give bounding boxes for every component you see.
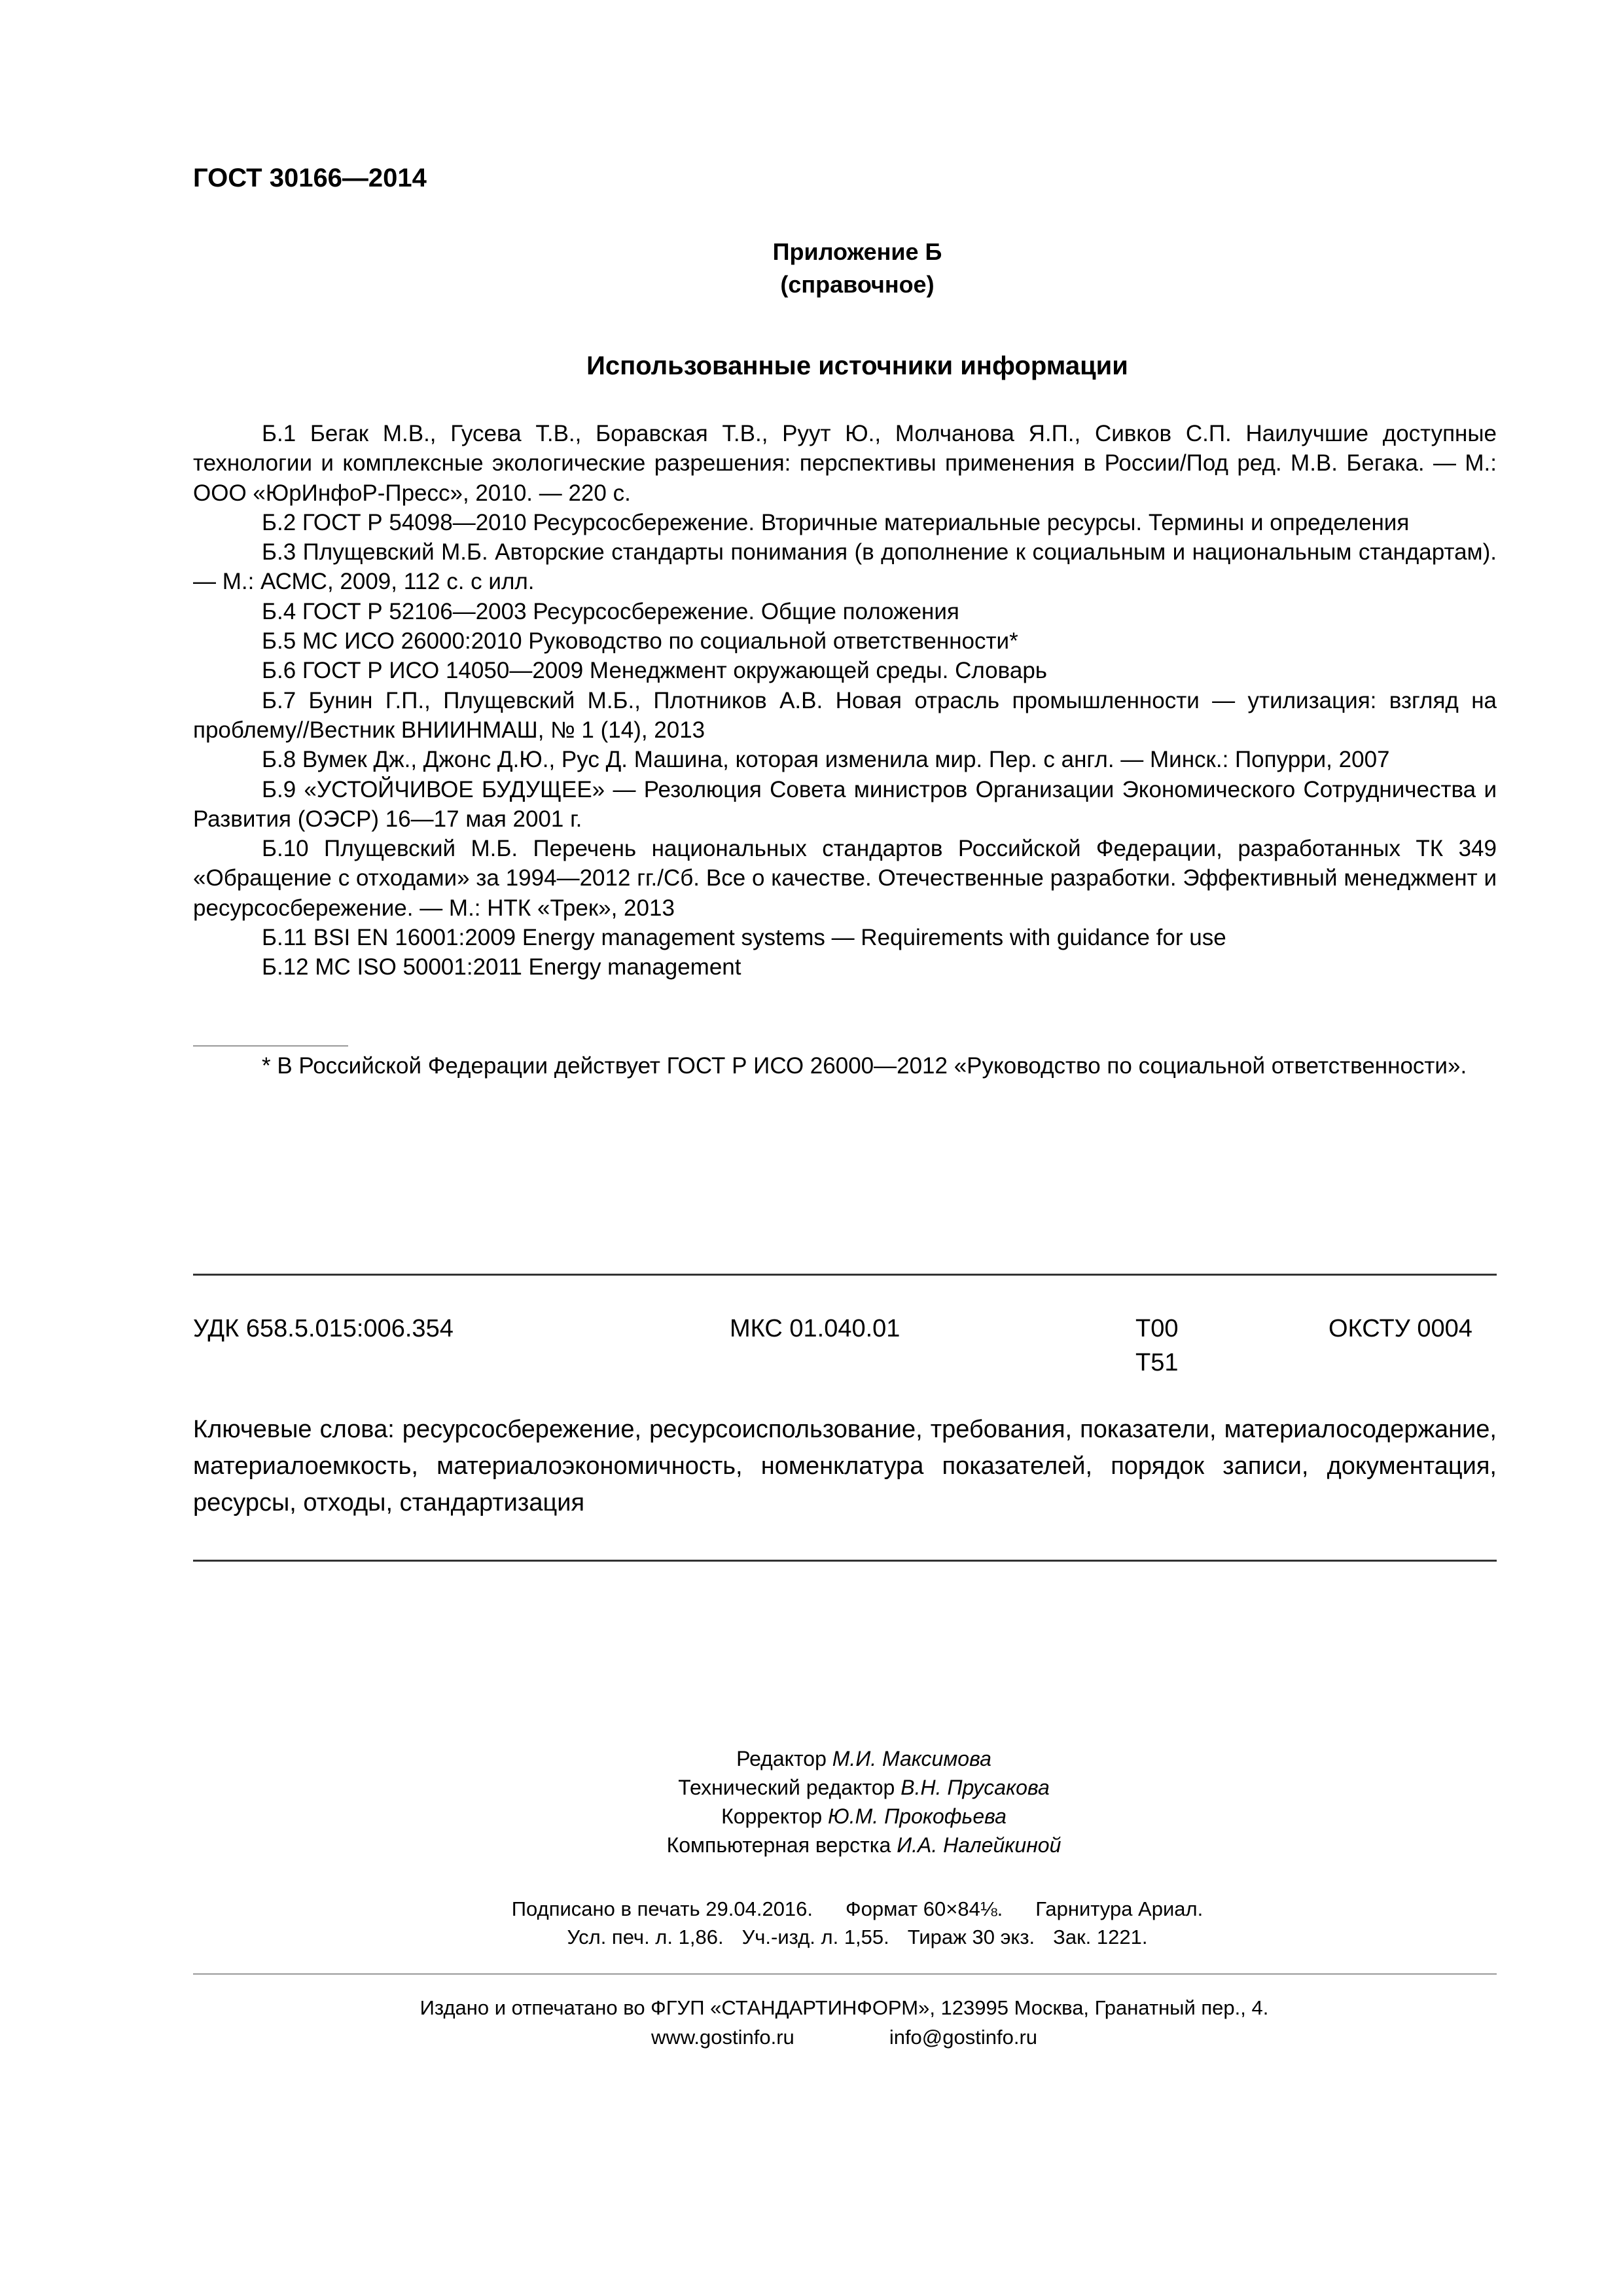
reference-item: Б.5 МС ИСО 26000:2010 Руководство по социальной ответственности* [262, 628, 1018, 655]
publisher-info [0, 1993, 1623, 2052]
reference-list [193, 419, 1497, 982]
publisher-contacts [33, 2022, 1623, 2052]
credit-line [52, 1831, 1623, 1859]
credit-name: В.Н. Прусакова [901, 1776, 1050, 1799]
credit-role: Технический редактор [678, 1776, 895, 1799]
print-info [0, 1895, 1623, 1951]
credit-name: И.А. Налейкиной [897, 1833, 1061, 1857]
credit-role: Корректор [721, 1804, 823, 1828]
reference-item: Б.4 ГОСТ Р 52106—2003 Ресурсосбережение. Общие положения [262, 598, 959, 624]
order-number: Зак. 1221. [1053, 1926, 1148, 1948]
reference-item: Б.11 BSI EN 16001:2009 Energy management systems — Requirements with guidance for use [262, 925, 1226, 951]
credits [0, 1744, 1623, 1859]
credit-name: М.И. Максимова [832, 1747, 991, 1770]
paper-format: Формат 60×84⅛. [846, 1897, 1003, 1920]
print-line-1 [46, 1895, 1623, 1923]
reference-item: Б.6 ГОСТ Р ИСО 14050—2009 Менеджмент окружающей среды. Словарь [262, 658, 1048, 684]
mks-code: МКС 01.040.01 [730, 1315, 901, 1342]
appendix-kind: (справочное) [780, 271, 935, 298]
credit-line [52, 1802, 1623, 1831]
reference-item: Б.3 Плущевский М.Б. Авторские стандарты понимания (в дополнение к социальным и национальным стандартам). — М.: АСМС, 2009, 112 с. с илл. [193, 539, 1497, 595]
t-code: Т00 [1135, 1315, 1179, 1342]
t-code: Т51 [1135, 1349, 1179, 1376]
divider-bottom [193, 1560, 1497, 1562]
udc-code: УДК 658.5.015:006.354 [193, 1315, 454, 1342]
signed-date: Подписано в печать 29.04.2016. [511, 1897, 813, 1920]
website-link[interactable]: www.gostinfo.ru [651, 2026, 794, 2049]
reference-item: Б.12 MC ISO 50001:2011 Energy management [262, 954, 741, 980]
reference-item: Б.7 Бунин Г.П., Плущевский М.Б., Плотников А.В. Новая отрасль промышленности — утилизация: взгляд на проблему//Вестник ВНИИНМАШ, № 1 (14), 2013 [193, 687, 1497, 743]
oksu-code: ОКСТУ 0004 [1329, 1315, 1472, 1342]
keywords-label: Ключевые слова: [193, 1416, 395, 1443]
credit-line [52, 1744, 1623, 1773]
print-sheets: Усл. печ. л. 1,86. [567, 1926, 724, 1948]
credit-name: Ю.М. Прокофьева [828, 1804, 1007, 1828]
reference-item: Б.8 Вумек Дж., Джонс Д.Ю., Рус Д. Машина, которая изменила мир. Пер. с англ. — Минск.: Попурри, 2007 [262, 747, 1390, 773]
divider-publisher [193, 1973, 1497, 1975]
edition-sheets: Уч.-изд. л. 1,55. [741, 1926, 889, 1948]
print-run: Тираж 30 экз. [907, 1926, 1035, 1948]
section-title: Использованные источники информации [586, 351, 1128, 380]
credit-role: Редактор [736, 1747, 827, 1770]
t-codes [1135, 1312, 1178, 1380]
print-line-2 [46, 1923, 1623, 1951]
credit-line [52, 1773, 1623, 1802]
keywords-text: ресурсосбережение, ресурсоиспользование, требования, показатели, материалосодержание, материалоемкость, материалоэкономичность, номенклатура показателей, порядок записи, документация, ресурсы, отходы, стандартизация [193, 1416, 1497, 1516]
divider-top [193, 1274, 1497, 1276]
keywords [193, 1411, 1497, 1521]
reference-item: Б.10 Плущевский М.Б. Перечень национальных стандартов Российской Федерации, разработанных ТК 349 «Обращение с отходами» за 1994—2012 гг./Сб. Все о качестве. Отечественные разработки. Эффективный менеджмент и ресурсосбережение. — М.: НТК «Трек», 2013 [193, 836, 1497, 921]
footnote: * В Российской Федерации действует ГОСТ Р ИСО 26000—2012 «Руководство по социальной ответственности». [262, 1053, 1467, 1079]
footnote-separator [193, 1045, 348, 1047]
appendix-heading [0, 236, 1623, 301]
reference-item: Б.1 Бегак М.В., Гусева Т.В., Боравская Т.В., Руут Ю., Молчанова Я.П., Сивков С.П. Наилучшие доступные технологии и комплексные экологические разрешения: перспективы применения в России/Под ред. М.В. Бегака. — М.: ООО «ЮрИнфоР-Пресс», 2010. — 220 с. [193, 421, 1497, 506]
publisher-line: Издано и отпечатано во ФГУП «СТАНДАРТИНФОРМ», 123995 Москва, Гранатный пер., 4. [419, 1996, 1269, 2019]
reference-item: Б.9 «УСТОЙЧИВОЕ БУДУЩЕЕ» — Резолюция Совета министров Организации Экономического Сотрудничества и Развития (ОЭСР) 16—17 мая 2001 г. [193, 776, 1497, 832]
appendix-label: Приложение Б [772, 238, 942, 265]
reference-item: Б.2 ГОСТ Р 54098—2010 Ресурсосбережение. Вторичные материальные ресурсы. Термины и определения [262, 509, 1410, 535]
credit-role: Компьютерная верстка [666, 1833, 891, 1857]
document-number: ГОСТ 30166—2014 [193, 164, 427, 192]
email-link[interactable]: info@gostinfo.ru [889, 2026, 1038, 2049]
typeface: Гарнитура Ариал. [1035, 1897, 1204, 1920]
